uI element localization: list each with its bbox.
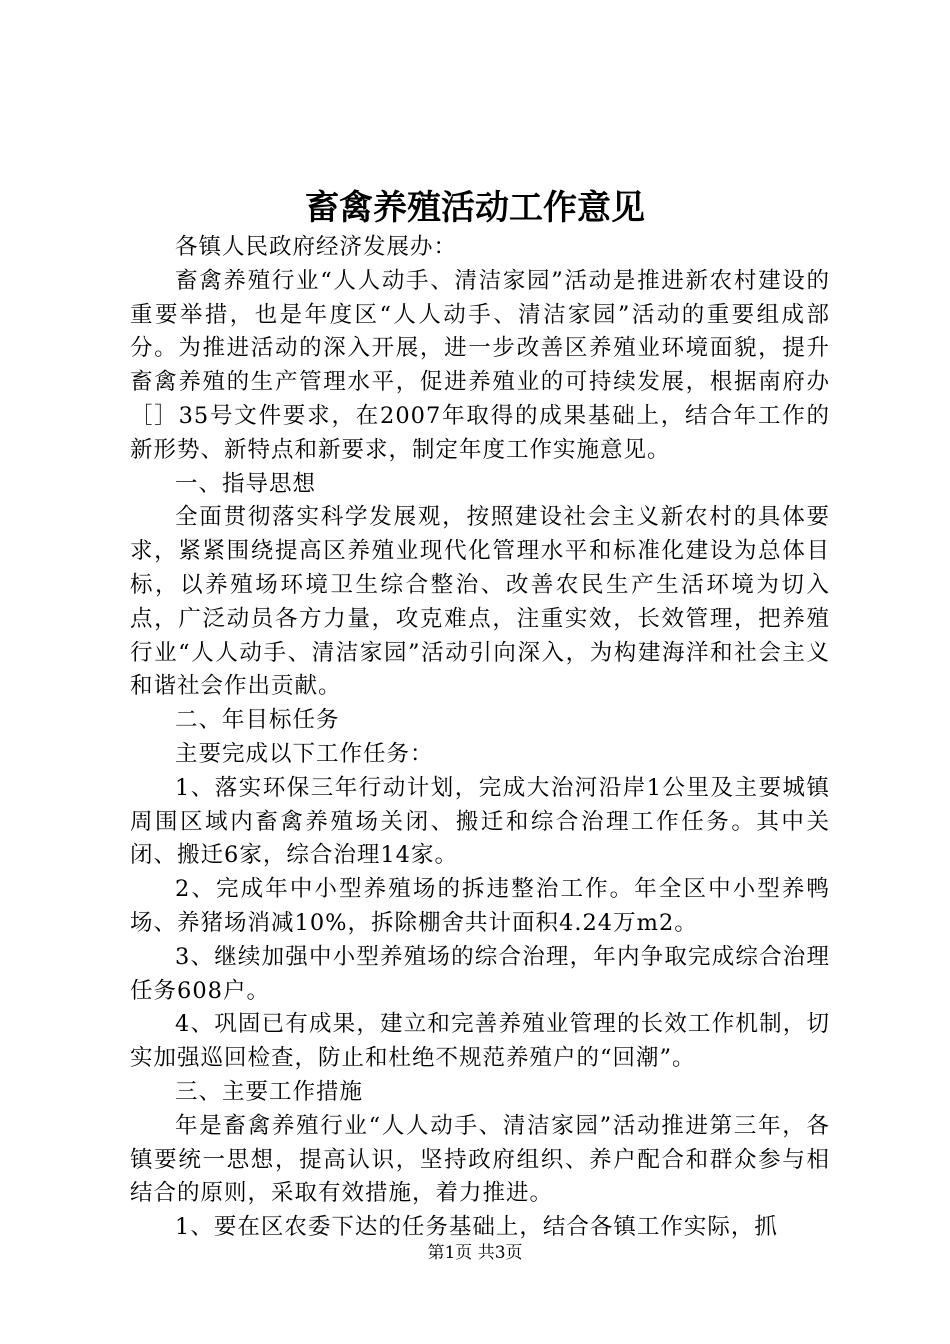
page-number-footer: 第1页 共3页 — [427, 1243, 523, 1263]
target-item-4: 4、巩固已有成果，建立和完善养殖业管理的长效工作机制，切实加强巡回检查，防止和杜绝不规范养殖户的“回潮”。 — [130, 1011, 830, 1072]
guiding-ideology-paragraph: 全面贯彻落实科学发展观，按照建设社会主义新农村的具体要求，紧紧围绕提高区养殖业现代化管理水平和标准化建设为总体目标，以养殖场环境卫生综合整治、改善农民生产生活环境为切入点，广泛动员各方力量，攻克难点，注重实效，长效管理，把养殖行业“人人动手、清洁家园”活动引向深入，为构建海洋和社会主义和谐社会作出贡献。 — [130, 504, 830, 700]
target-item-1: 1、落实环保三年行动计划，完成大治河沿岸1公里及主要城镇周围区域内畜禽养殖场关闭、搬迁和综合治理工作任务。其中关闭、搬迁6家，综合治理14家。 — [130, 774, 830, 869]
measures-intro: 年是畜禽养殖行业“人人动手、清洁家园”活动推进第三年，各镇要统一思想，提高认识，坚持政府组织、养户配合和群众参与相结合的原则，采取有效措施，着力推进。 — [130, 1112, 830, 1207]
target-item-2: 2、完成年中小型养殖场的拆违整治工作。年全区中小型养鸭场、养猪场消减10%，拆除棚舍共计面积4.24万m2。 — [130, 876, 830, 936]
section-heading-guiding-ideology: 一、指导思想 — [175, 470, 317, 497]
document-body — [130, 231, 830, 1245]
measure-item-1: 1、要在区农委下达的任务基础上，结合各镇工作实际，抓 — [175, 1214, 778, 1241]
target-item-3: 3、继续加强中小型养殖场的综合治理，年内争取完成综合治理任务608户。 — [130, 943, 830, 1004]
salutation: 各镇人民政府经济发展办： — [175, 234, 458, 260]
document-title: 畜禽养殖活动工作意见 — [305, 188, 645, 228]
section-heading-main-measures: 三、主要工作措施 — [175, 1078, 364, 1105]
intro-paragraph: 畜禽养殖行业“人人动手、清洁家园”活动是推进新农村建设的重要举措，也是年度区“人人动手、清洁家园”活动的重要组成部分。为推进活动的深入开展，进一步改善区养殖业环境面貌，提升畜禽养殖的生产管理水平，促进养殖业的可持续发展，根据南府办［］35号文件要求，在2007年取得的成果基础上，结合年工作的新形势、新特点和新要求，制定年度工作实施意见。 — [130, 267, 830, 463]
targets-intro: 主要完成以下工作任务： — [175, 740, 434, 767]
section-heading-annual-targets: 二、年目标任务 — [175, 707, 340, 734]
